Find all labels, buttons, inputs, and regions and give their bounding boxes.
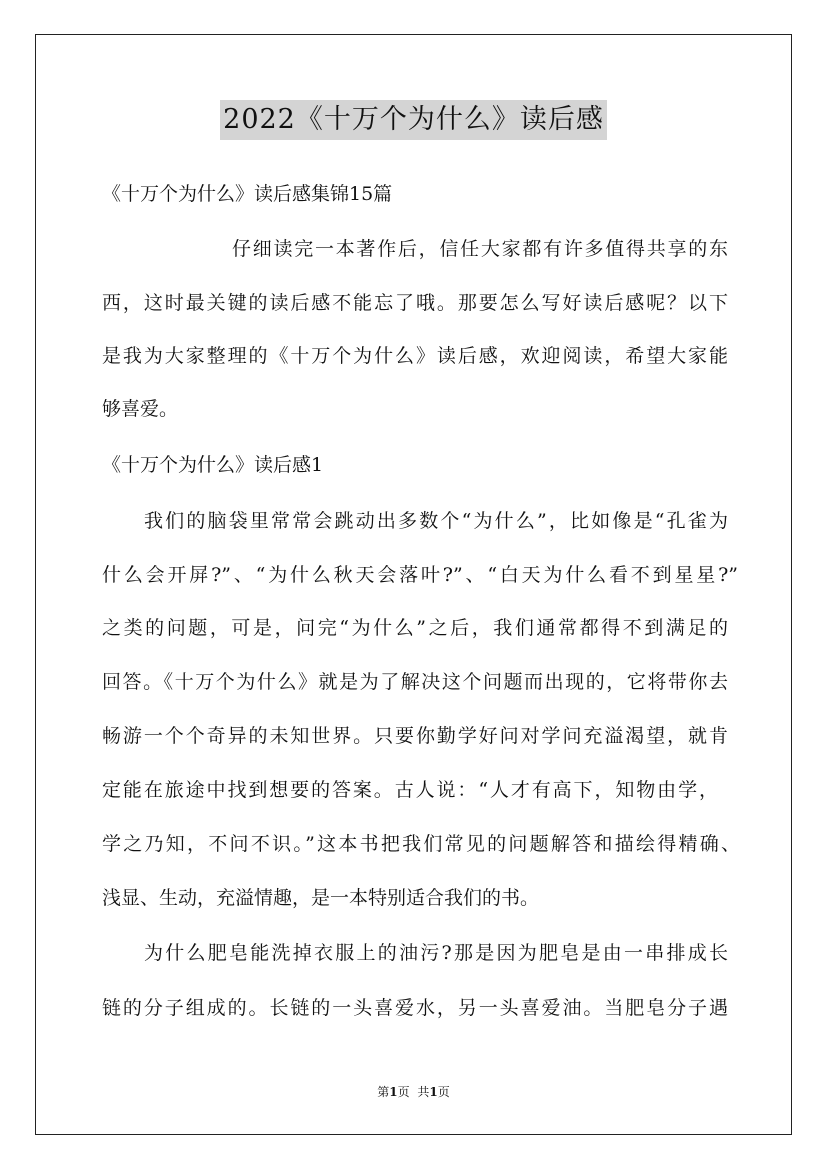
paragraph-line: 回答。《十万个为什么》就是为了解决这个问题而出现的，它将带你去 (102, 671, 728, 693)
paragraph-line: 之类的问题，可是，问完“为什么”之后，我们通常都得不到满足的 (102, 617, 728, 639)
footer-total-number: 1 (429, 1085, 438, 1099)
paragraph-line: 定能在旅途中找到想要的答案。古人说：“人才有高下，知物由学， (102, 779, 718, 801)
paragraph-line: 是我为大家整理的《十万个为什么》读后感，欢迎阅读，希望大家能 (102, 345, 728, 367)
paragraph-line: 什么会开屏?”、“为什么秋天会落叶?”、“白天为什么看不到星星?” (102, 564, 738, 586)
paragraph-line: 西，这时最关键的读后感不能忘了哦。那要怎么写好读后感呢？以下 (102, 292, 728, 314)
paragraph-line: 链的分子组成的。长链的一头喜爱水，另一头喜爱油。当肥皂分子遇 (102, 997, 728, 1019)
footer-total-prefix: 共 (417, 1085, 430, 1099)
paragraph-line: 畅游一个个奇异的未知世界。只要你勤学好问对学问充溢渴望，就肯 (102, 725, 728, 747)
section-heading: 《十万个为什么》读后感1 (102, 454, 324, 476)
footer-page-prefix: 第 (377, 1085, 390, 1099)
paragraph-line: 够喜爱。 (102, 398, 179, 420)
page-footer (0, 1084, 827, 1100)
paragraph-line: 仔细读完一本著作后，信任大家都有许多值得共享的东 (232, 238, 728, 260)
footer-page-suffix: 页 (397, 1085, 410, 1099)
paragraph-line: 为什么肥皂能洗掉衣服上的油污?那是因为肥皂是由一串排成长 (144, 942, 728, 964)
paragraph-line: 学之乃知，不问不识。”这本书把我们常见的问题解答和描绘得精确、 (102, 833, 740, 855)
paragraph-line: 我们的脑袋里常常会跳动出多数个“为什么”，比如像是“孔雀为 (144, 510, 728, 532)
document-title: 2022《十万个为什么》读后感 (220, 100, 607, 140)
subtitle-line: 《十万个为什么》读后感集锦15篇 (102, 183, 393, 205)
footer-page-number: 1 (389, 1085, 398, 1099)
title-container (0, 100, 827, 140)
footer-total-suffix: 页 (437, 1085, 450, 1099)
paragraph-line: 浅显、生动，充溢情趣，是一本特别适合我们的书。 (102, 887, 540, 909)
